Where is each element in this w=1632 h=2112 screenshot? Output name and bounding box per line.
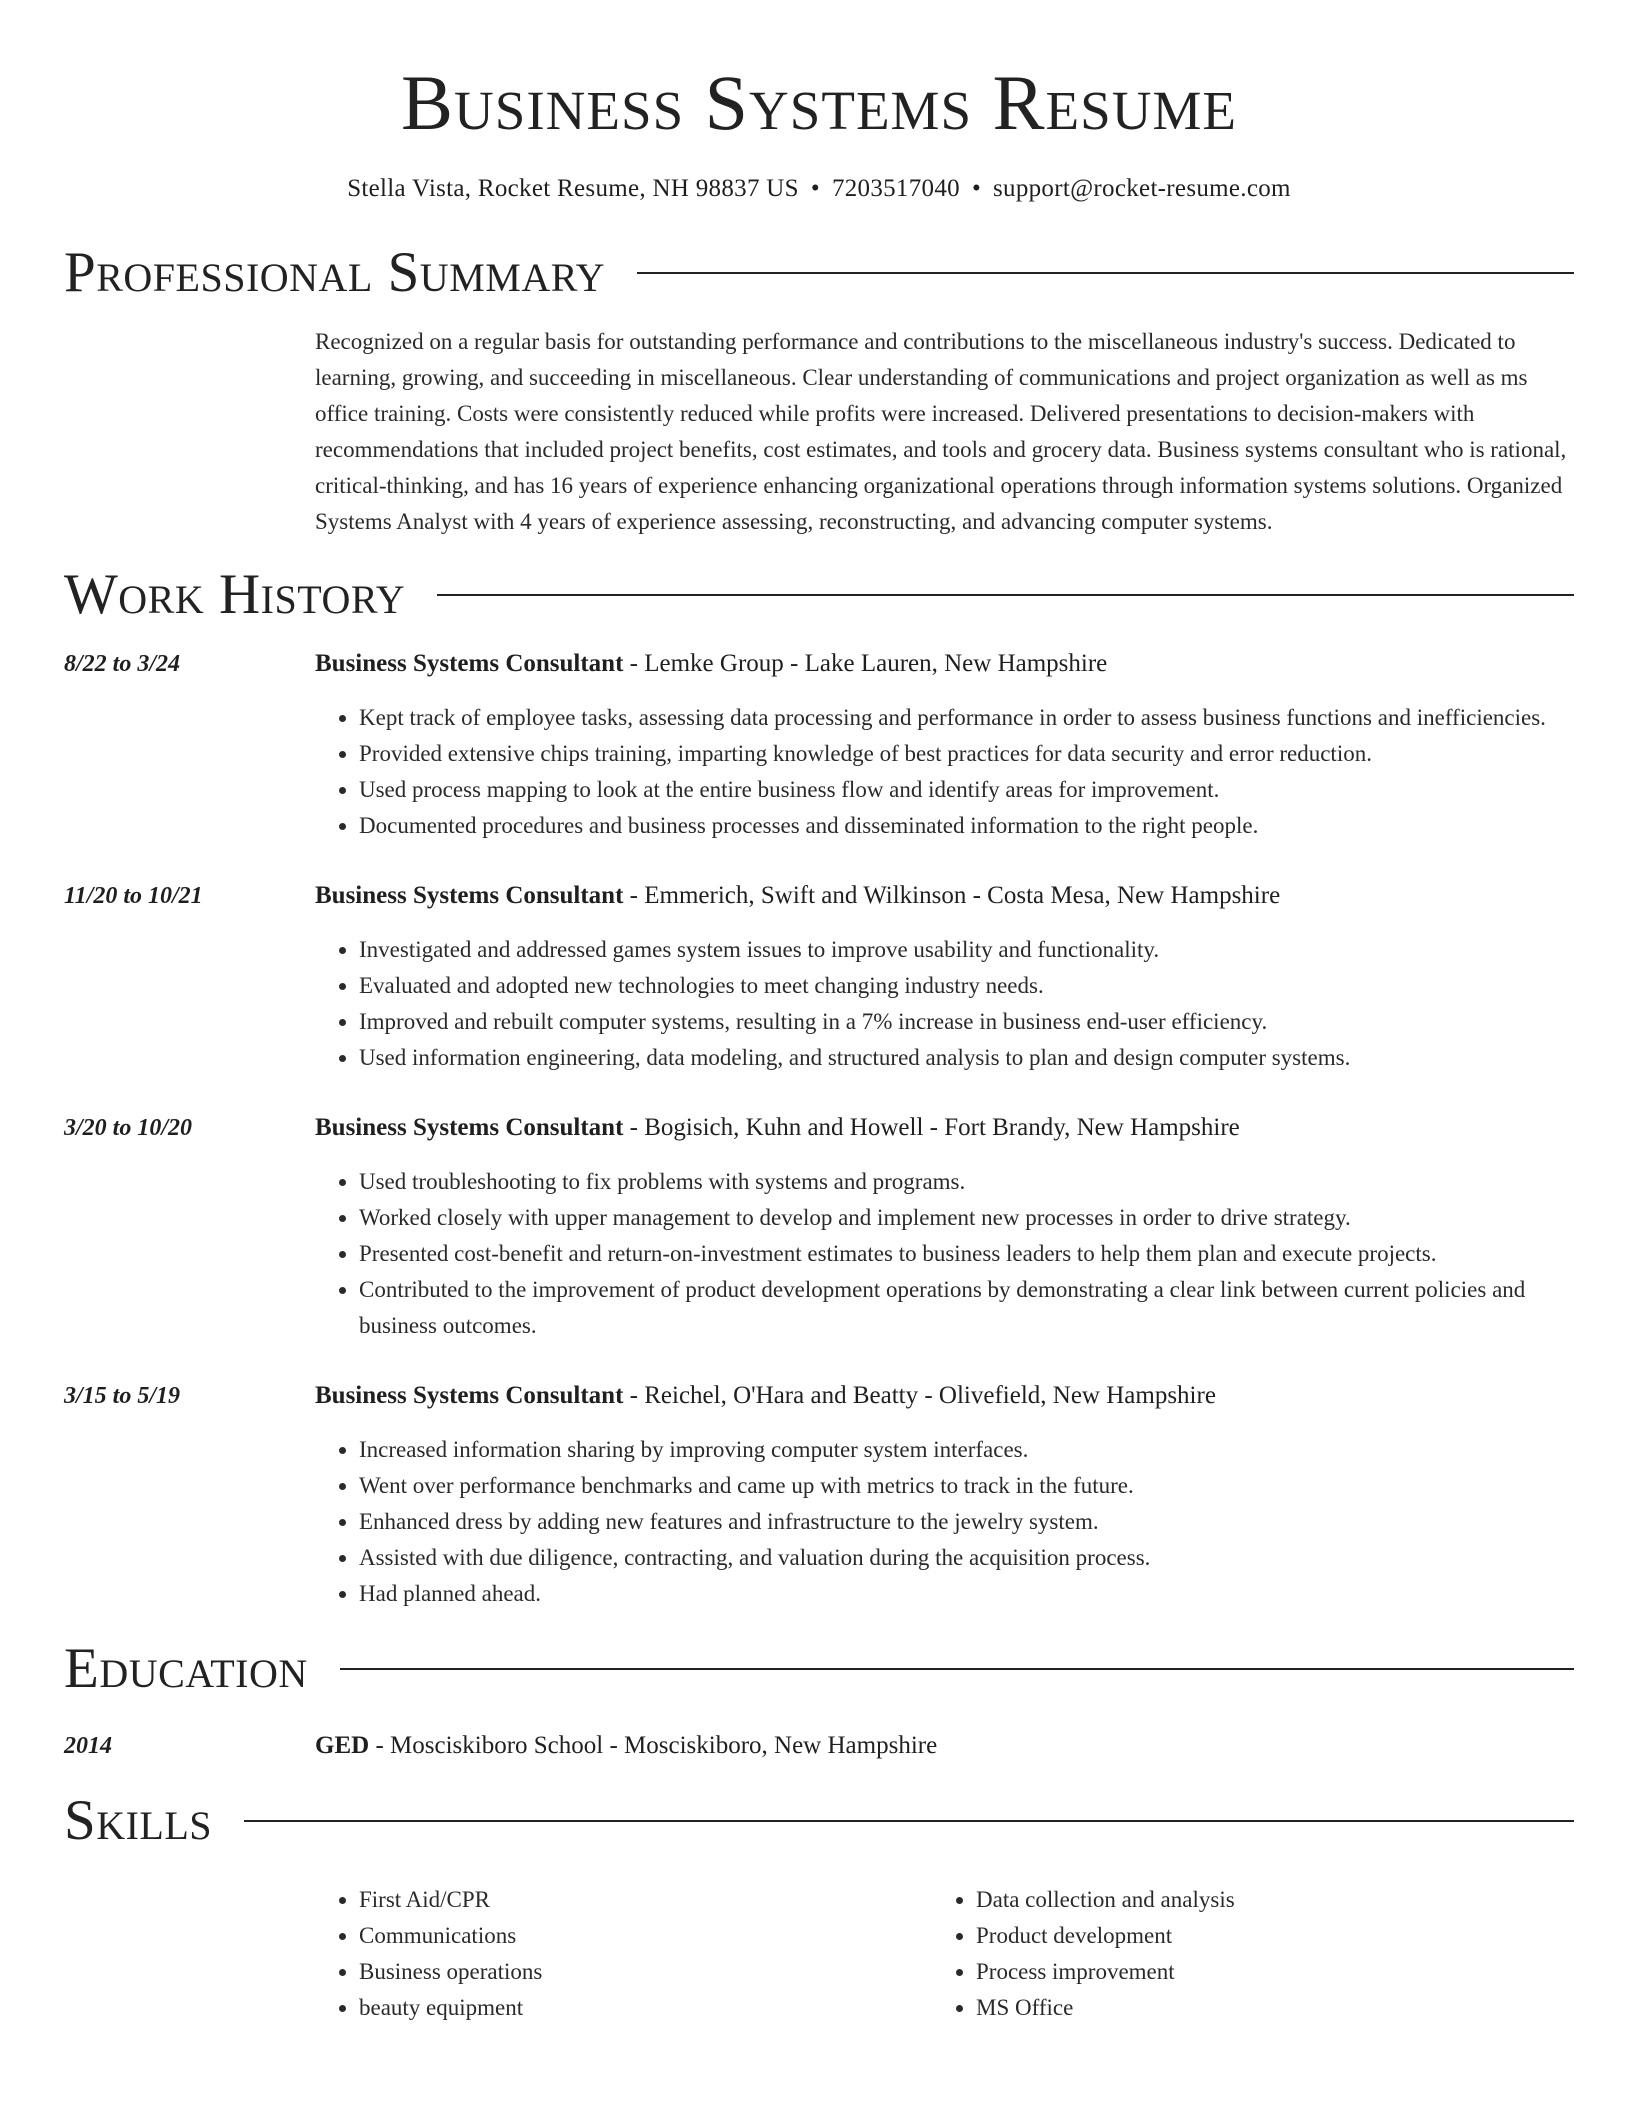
job-entry bbox=[64, 1110, 1574, 1344]
job-bullet: • Evaluated and adopted new technologies to meet changing industry needs. bbox=[359, 968, 1574, 1004]
work-heading: Work History bbox=[64, 562, 406, 626]
section-divider bbox=[340, 1668, 1574, 1670]
education-body bbox=[315, 1728, 1574, 1764]
job-dates: 8/22 to 3/24 bbox=[64, 651, 181, 677]
job-bullets bbox=[315, 1432, 1574, 1612]
job-dates: 11/20 to 10/21 bbox=[64, 883, 203, 909]
skills-section-header bbox=[64, 1790, 1574, 1850]
education-line bbox=[315, 1728, 1574, 1764]
job-bullet: • Documented procedures and business processes and disseminated information to the right people. bbox=[359, 808, 1574, 844]
job-title: Business Systems Consultant bbox=[315, 1114, 624, 1141]
skill-item: • Business operations bbox=[359, 1954, 932, 1990]
job-title: Business Systems Consultant bbox=[315, 1382, 624, 1409]
resume-title: Business Systems Resume bbox=[401, 59, 1237, 146]
job-bullet: • Used troubleshooting to fix problems with systems and programs. bbox=[359, 1164, 1574, 1200]
skills-heading: Skills bbox=[64, 1788, 213, 1852]
job-bullet: • Went over performance benchmarks and came up with metrics to track in the future. bbox=[359, 1468, 1574, 1504]
job-entry bbox=[64, 646, 1574, 844]
job-bullet: • Investigated and addressed games system issues to improve usability and functionality. bbox=[359, 932, 1574, 968]
job-body bbox=[315, 1110, 1574, 1344]
skill-item: • First Aid/CPR bbox=[359, 1882, 932, 1918]
job-heading-line bbox=[315, 878, 1574, 914]
job-bullet: • Had planned ahead. bbox=[359, 1576, 1574, 1612]
skill-item: • Data collection and analysis bbox=[976, 1882, 1549, 1918]
job-bullets bbox=[315, 932, 1574, 1076]
skill-item: • Product development bbox=[976, 1918, 1549, 1954]
skill-item: • MS Office bbox=[976, 1990, 1549, 2026]
job-entry bbox=[64, 1378, 1574, 1612]
job-heading-line bbox=[315, 1378, 1574, 1414]
skills-column-right bbox=[932, 1882, 1549, 2026]
summary-text: Recognized on a regular basis for outstanding performance and contributions to the miscellaneous industry's success. Dedicated to learning, growing, and succeeding in miscellaneous. Clear understanding of communications and project organization as well as ms office training. Costs were consistently reduced while profits were increased. Delivered presentations to decision-makers with recommendations that included project benefits, cost estimates, and tools and grocery data. Business systems consultant who is rational, critical-thinking, and has 16 years of experience enhancing organizational operations through information systems solutions. Organized Systems Analyst with 4 years of experience assessing, reconstructing, and advancing computer systems. bbox=[315, 329, 1567, 534]
job-bullet: • Kept track of employee tasks, assessing data processing and performance in order to assess business functions and inefficiencies. bbox=[359, 700, 1574, 736]
job-bullets bbox=[315, 1164, 1574, 1344]
skill-item: • Process improvement bbox=[976, 1954, 1549, 1990]
job-body bbox=[315, 878, 1574, 1076]
job-bullet: • Presented cost-benefit and return-on-investment estimates to business leaders to help them plan and execute projects. bbox=[359, 1236, 1574, 1272]
job-heading-line bbox=[315, 1110, 1574, 1146]
job-bullets bbox=[315, 700, 1574, 844]
skill-item: • Communications bbox=[359, 1918, 932, 1954]
work-section-header bbox=[64, 564, 1574, 624]
job-employer: - Emmerich, Swift and Wilkinson - Costa Mesa, New Hampshire bbox=[623, 882, 1281, 909]
education-section-header bbox=[64, 1638, 1574, 1698]
education-school: - Mosciskiboro School - Mosciskiboro, New Hampshire bbox=[369, 1732, 938, 1759]
job-bullet: • Used information engineering, data modeling, and structured analysis to plan and design computer systems. bbox=[359, 1040, 1574, 1076]
education-heading: Education bbox=[64, 1636, 308, 1700]
job-dates: 3/15 to 5/19 bbox=[64, 1383, 181, 1409]
summary-heading: Professional Summary bbox=[64, 240, 606, 304]
job-bullet: • Increased information sharing by improving computer system interfaces. bbox=[359, 1432, 1574, 1468]
job-bullet: • Assisted with due diligence, contracting, and valuation during the acquisition process. bbox=[359, 1540, 1574, 1576]
contact-separator: • bbox=[971, 175, 981, 202]
contact-separator: • bbox=[810, 175, 820, 202]
skills-column-left bbox=[315, 1882, 932, 2026]
job-entry bbox=[64, 878, 1574, 1076]
skill-item: • beauty equipment bbox=[359, 1990, 932, 2026]
skills-list bbox=[315, 1882, 1574, 2026]
job-bullet: • Improved and rebuilt computer systems, resulting in a 7% increase in business end-user efficiency. bbox=[359, 1004, 1574, 1040]
contact-phone: 7203517040 bbox=[831, 175, 960, 202]
job-dates: 3/20 to 10/20 bbox=[64, 1115, 193, 1141]
job-title: Business Systems Consultant bbox=[315, 882, 624, 909]
resume-page bbox=[64, 0, 1574, 2026]
section-divider bbox=[437, 594, 1574, 596]
job-employer: - Lemke Group - Lake Lauren, New Hampshire bbox=[623, 650, 1108, 677]
contact-address: Stella Vista, Rocket Resume, NH 98837 US bbox=[347, 175, 799, 202]
section-divider bbox=[244, 1820, 1574, 1822]
job-bullet: • Contributed to the improvement of product development operations by demonstrating a clear link between current policies and business outcomes. bbox=[359, 1272, 1574, 1344]
job-bullet: • Used process mapping to look at the entire business flow and identify areas for improvement. bbox=[359, 772, 1574, 808]
job-title: Business Systems Consultant bbox=[315, 650, 624, 677]
job-bullet: • Enhanced dress by adding new features and infrastructure to the jewelry system. bbox=[359, 1504, 1574, 1540]
section-divider bbox=[637, 272, 1574, 274]
job-body bbox=[315, 646, 1574, 844]
education-degree: GED bbox=[315, 1732, 370, 1759]
job-heading-line bbox=[315, 646, 1574, 682]
contact-line bbox=[64, 172, 1574, 206]
contact-email: support@rocket-resume.com bbox=[993, 175, 1291, 202]
job-bullet: • Worked closely with upper management to develop and implement new processes in order to drive strategy. bbox=[359, 1200, 1574, 1236]
education-entry bbox=[64, 1728, 1574, 1764]
job-bullet: • Provided extensive chips training, imparting knowledge of best practices for data security and error reduction. bbox=[359, 736, 1574, 772]
summary-section-header bbox=[64, 242, 1574, 302]
job-body bbox=[315, 1378, 1574, 1612]
job-employer: - Reichel, O'Hara and Beatty - Olivefield, New Hampshire bbox=[623, 1382, 1216, 1409]
education-year: 2014 bbox=[64, 1733, 112, 1759]
job-employer: - Bogisich, Kuhn and Howell - Fort Brandy, New Hampshire bbox=[623, 1114, 1240, 1141]
